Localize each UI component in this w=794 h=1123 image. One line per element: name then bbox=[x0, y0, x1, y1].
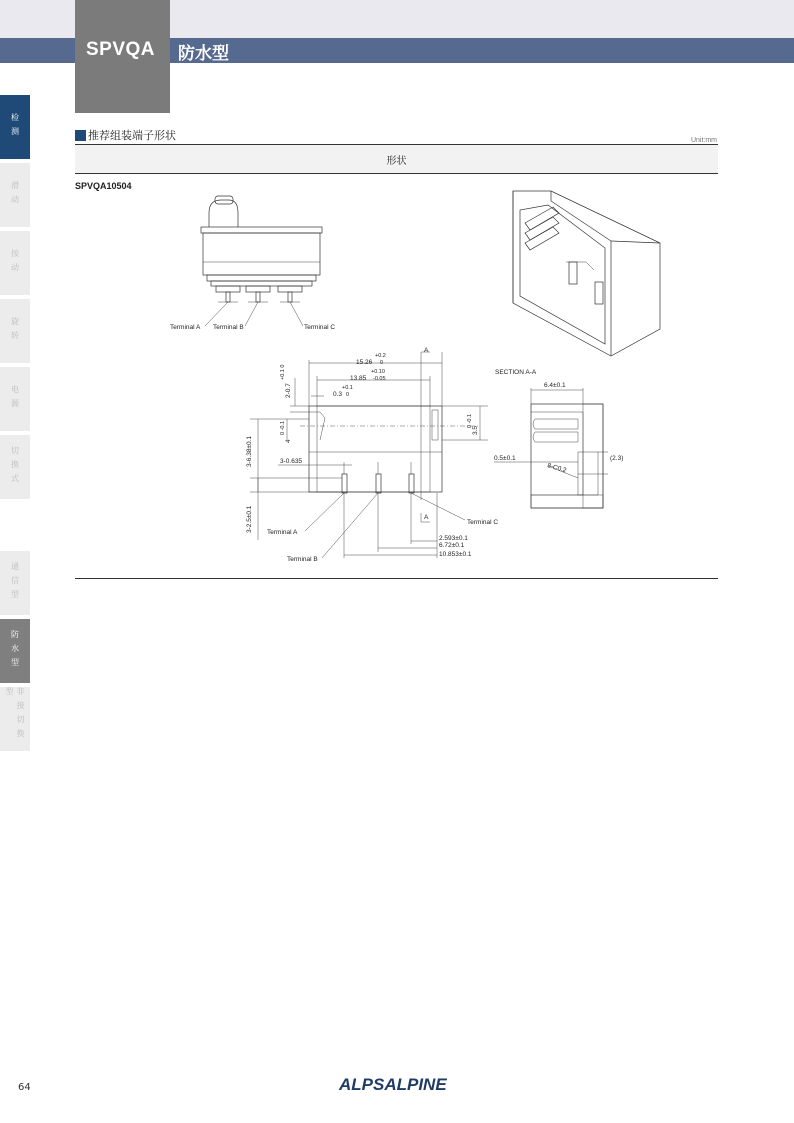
terminal-b-label-top: Terminal B bbox=[213, 324, 244, 331]
dim-15-26-tol-up: +0.2 bbox=[375, 353, 386, 359]
brand-logo: ALPSALPINE bbox=[339, 1075, 447, 1094]
page-number: 64 bbox=[18, 1082, 31, 1093]
dim-0-5: 0.5±0.1 bbox=[494, 455, 516, 462]
dim-3-2-5: 3-2.5±0.1 bbox=[246, 505, 253, 533]
dim-6-72: 6.72±0.1 bbox=[439, 542, 465, 549]
sidenav-item-power[interactable]: 电源 bbox=[0, 367, 30, 431]
switch-side-view bbox=[201, 196, 322, 326]
dim-4: 4 bbox=[285, 439, 292, 443]
shape-column-header-text: 形状 bbox=[386, 155, 407, 167]
dim-13-85-tol-dn: -0.05 bbox=[373, 376, 386, 382]
sidenav-item-noncontact[interactable]: 非接切换型 bbox=[0, 687, 30, 751]
dim-3-5-tol: 0 -0.1 bbox=[467, 413, 473, 428]
section-a-mark-top: A bbox=[424, 347, 429, 354]
model-name: SPVQA bbox=[86, 39, 156, 60]
dim-2-3: (2.3) bbox=[610, 455, 624, 462]
dim-3-0-635: 3-0.635 bbox=[280, 458, 303, 465]
unit-label: Unit:mm bbox=[690, 137, 717, 144]
terminal-a-label-top: Terminal A bbox=[170, 324, 201, 331]
terminal-a-label: Terminal A bbox=[267, 529, 298, 536]
dim-0-3: 0.3 bbox=[333, 391, 343, 398]
section-a-mark-bottom: A bbox=[424, 514, 429, 521]
sidenav-item-slide[interactable]: 滑动 bbox=[0, 163, 30, 227]
dim-2-593: 2.593±0.1 bbox=[439, 535, 468, 542]
sidenav-item-detect[interactable]: 检测 bbox=[0, 95, 30, 159]
dim-6-4: 6.4±0.1 bbox=[544, 382, 566, 389]
terminal-c-label: Terminal C bbox=[467, 519, 499, 526]
dim-13-85-tol-up: +0.10 bbox=[371, 369, 385, 375]
dim-c0-2: 8-C0.2 bbox=[546, 462, 568, 475]
dim-15-26: 15.26 bbox=[356, 359, 373, 366]
dim-0-3-tol-dn: 0 bbox=[346, 392, 350, 398]
sidenav-item-push[interactable]: 按动 bbox=[0, 231, 30, 295]
section-aa-label: SECTION A-A bbox=[495, 369, 537, 376]
dim-13-85: 13.85 bbox=[350, 375, 367, 382]
dim-10-853: 10.853±0.1 bbox=[439, 551, 472, 558]
sidenav-item-rotary[interactable]: 旋转 bbox=[0, 299, 30, 363]
section-heading-text: 推荐组装端子形状 bbox=[88, 129, 176, 142]
section-aa-view bbox=[494, 388, 608, 508]
sidenav-item-waterproof[interactable]: 防水型 bbox=[0, 619, 30, 683]
housing-isometric-view bbox=[513, 191, 660, 356]
dim-0-3-tol-up: +0.1 bbox=[342, 385, 353, 391]
terminal-b-label: Terminal B bbox=[287, 556, 318, 563]
switch-top-view bbox=[250, 352, 488, 558]
dim-3-6-38: 3-6.38±0.1 bbox=[246, 435, 253, 467]
dim-2-0-7: 2-0.7 bbox=[285, 383, 292, 398]
sidenav-item-switching[interactable]: 切换式 bbox=[0, 435, 30, 499]
part-number: SPVQA10504 bbox=[75, 181, 132, 191]
dim-2-0-7-tol: +0.1 0 bbox=[280, 364, 286, 380]
type-label: 防水型 bbox=[178, 44, 229, 64]
dim-4-tol: 0 -0.1 bbox=[280, 420, 286, 435]
dim-15-26-tol-dn: 0 bbox=[380, 360, 384, 366]
terminal-c-label-top: Terminal C bbox=[304, 324, 336, 331]
sidenav-item-communication[interactable]: 通信型 bbox=[0, 551, 30, 615]
dim-3-5: 3.5 bbox=[472, 425, 479, 435]
